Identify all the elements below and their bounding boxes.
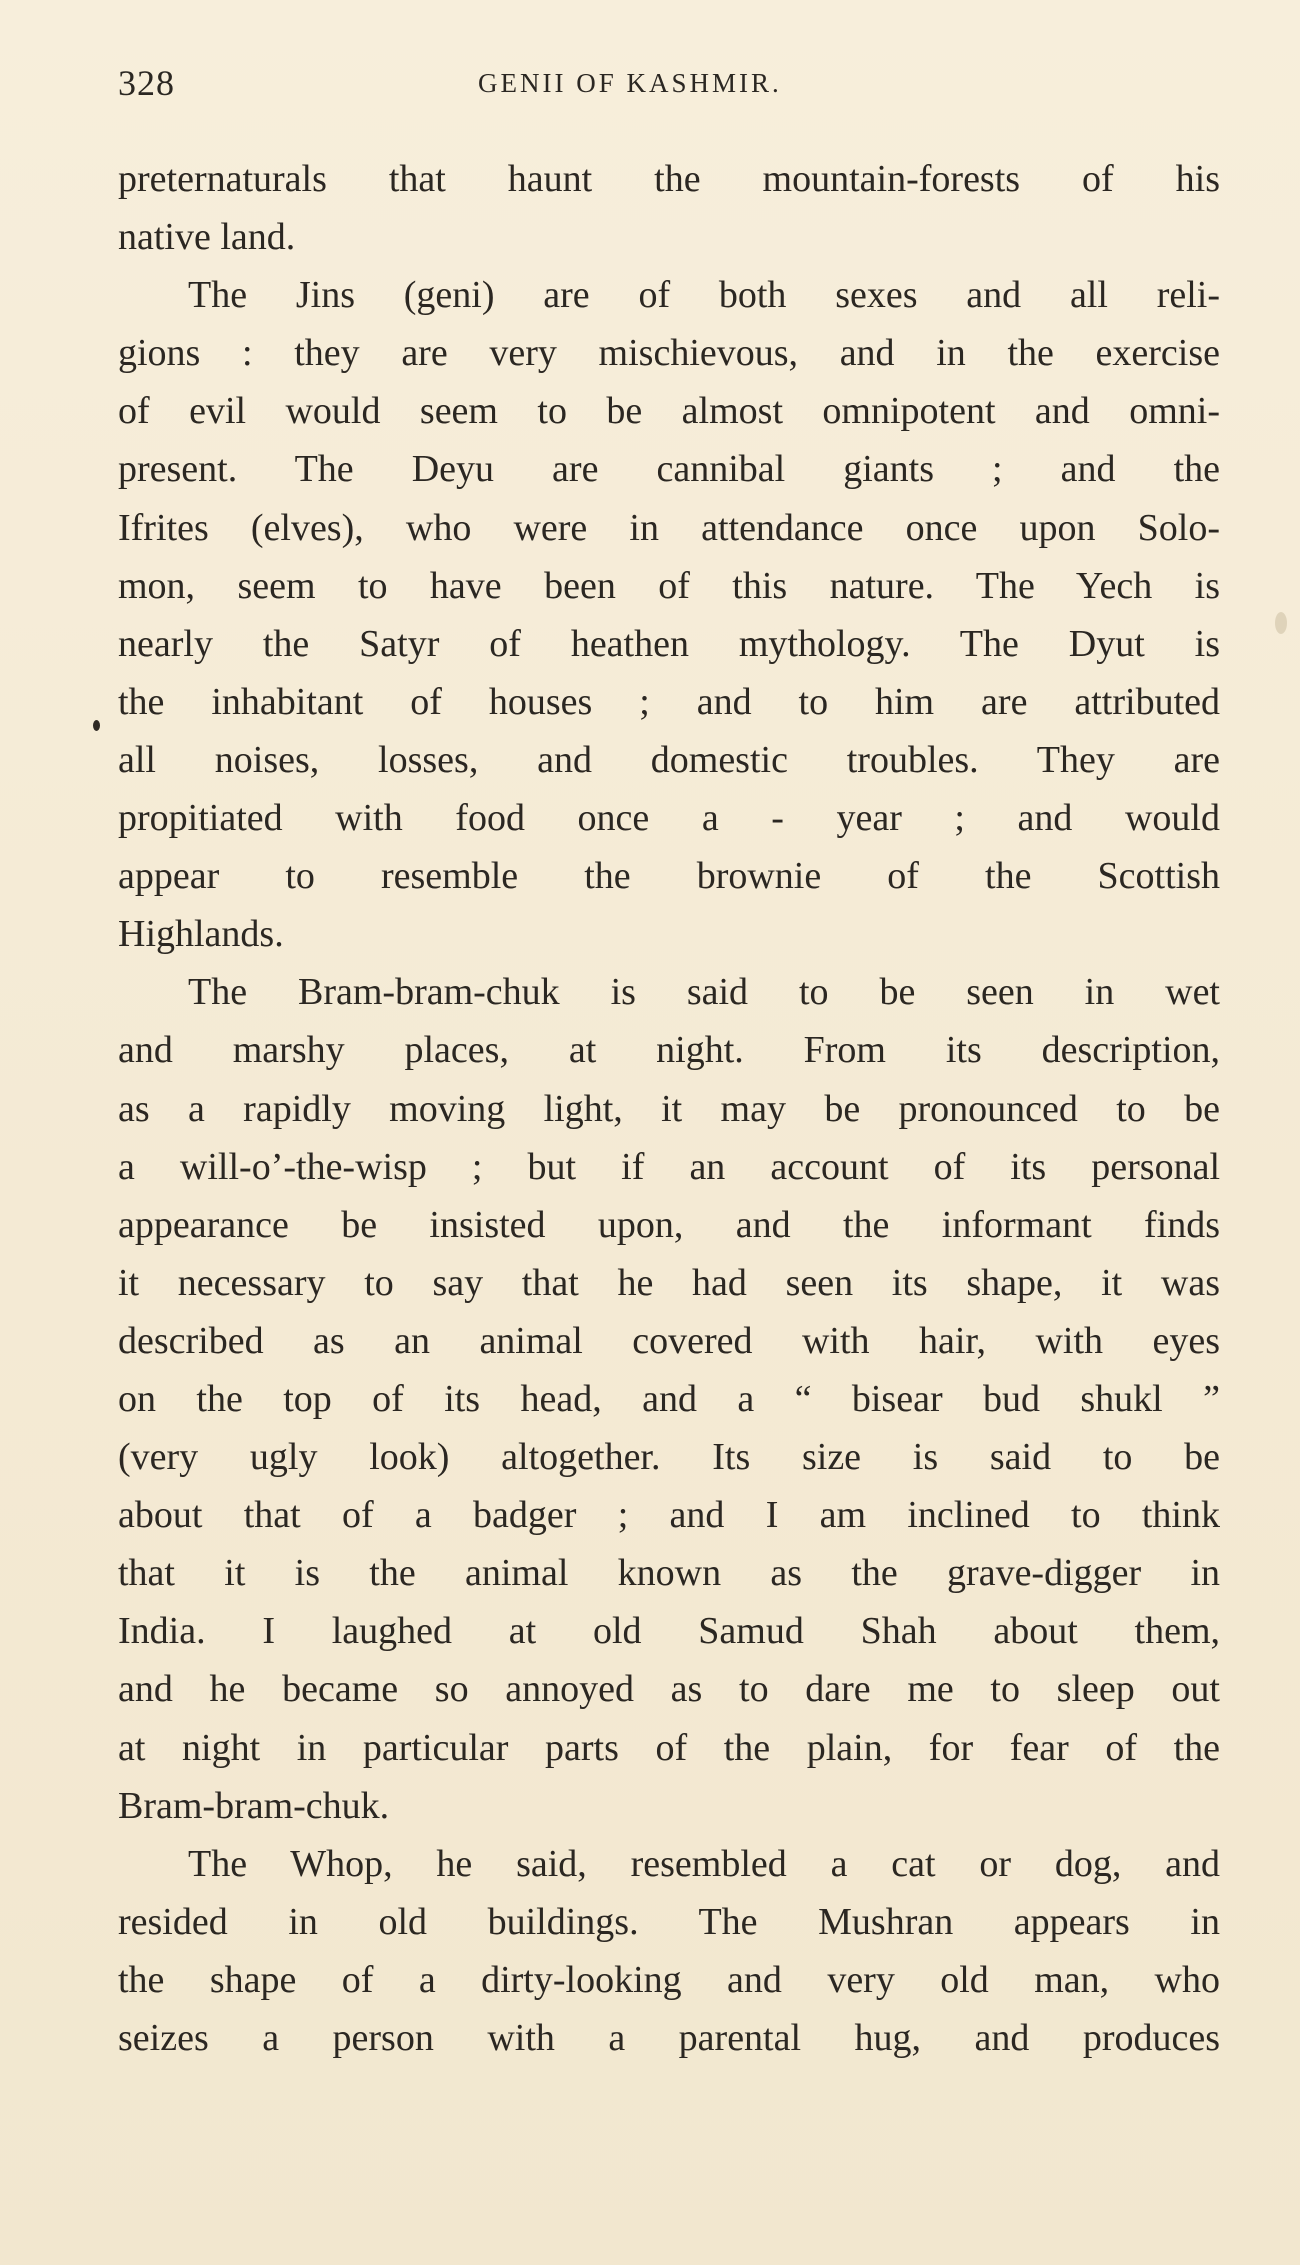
paragraph-start-line: The Whop, he said, resembled a cat or dog, and (188, 1842, 1220, 1885)
text-line: (very ugly look) altogether. Its size is said to be (118, 1436, 1220, 1479)
text-line: as a rapidly moving light, it may be pronounced to be (118, 1087, 1220, 1130)
text-line: India. I laughed at old Samud Shah about them, (118, 1610, 1220, 1653)
text-line: appearance be insisted upon, and the informant finds (118, 1203, 1220, 1246)
paragraph-start-line: The Bram-bram-chuk is said to be seen in wet (188, 971, 1220, 1014)
page-number: 328 (118, 63, 175, 103)
text-line: described as an animal covered with hair, with eyes (118, 1319, 1220, 1362)
text-line: propitiated with food once a - year ; and would (118, 797, 1220, 840)
running-title: GENII OF KASHMIR. (478, 68, 782, 98)
text-line: seizes a person with a parental hug, and produces (118, 2017, 1220, 2059)
text-line: present. The Deyu are cannibal giants ; and the (118, 448, 1220, 491)
text-line: and marshy places, at night. From its description, (118, 1029, 1220, 1072)
text-line: on the top of its head, and a “ bisear bud shukl ” (118, 1377, 1220, 1420)
text-line: about that of a badger ; and I am inclined to think (118, 1494, 1220, 1537)
paper-speck (1275, 612, 1287, 634)
text-line: the shape of a dirty-looking and very old man, who (118, 1958, 1220, 2001)
text-line: gions : they are very mischievous, and in the exercise (118, 332, 1220, 375)
text-line: native land. (118, 216, 296, 259)
text-line: all noises, losses, and domestic troubles. They are (118, 738, 1220, 781)
text-line: that it is the animal known as the grave-digger in (118, 1552, 1220, 1595)
text-line: Bram-bram-chuk. (118, 1784, 390, 1827)
text-line: nearly the Satyr of heathen mythology. The Dyut is (118, 622, 1220, 665)
text-line: Ifrites (elves), who were in attendance once upon Solo- (118, 506, 1220, 549)
text-line: of evil would seem to be almost omnipotent and omni- (118, 390, 1220, 433)
paragraph-start-line: The Jins (geni) are of both sexes and all reli- (188, 274, 1220, 317)
text-line: preternaturals that haunt the mountain-forests of his (118, 158, 1220, 200)
text-line: it necessary to say that he had seen its shape, it was (118, 1261, 1220, 1304)
text-line: mon, seem to have been of this nature. The Yech is (118, 564, 1220, 607)
ink-mark (93, 720, 100, 731)
text-line: the inhabitant of houses ; and to him are attributed (118, 680, 1220, 723)
text-line: and he became so annoyed as to dare me to sleep out (118, 1668, 1220, 1711)
running-head (118, 62, 1218, 112)
text-line: appear to resemble the brownie of the Scottish (118, 855, 1220, 898)
text-line: at night in particular parts of the plain, for fear of the (118, 1726, 1220, 1769)
text-line: resided in old buildings. The Mushran appears in (118, 1900, 1220, 1943)
body-text (118, 150, 1220, 2067)
text-line: a will-o’-the-wisp ; but if an account of its personal (118, 1145, 1220, 1188)
text-line: Highlands. (118, 913, 284, 956)
